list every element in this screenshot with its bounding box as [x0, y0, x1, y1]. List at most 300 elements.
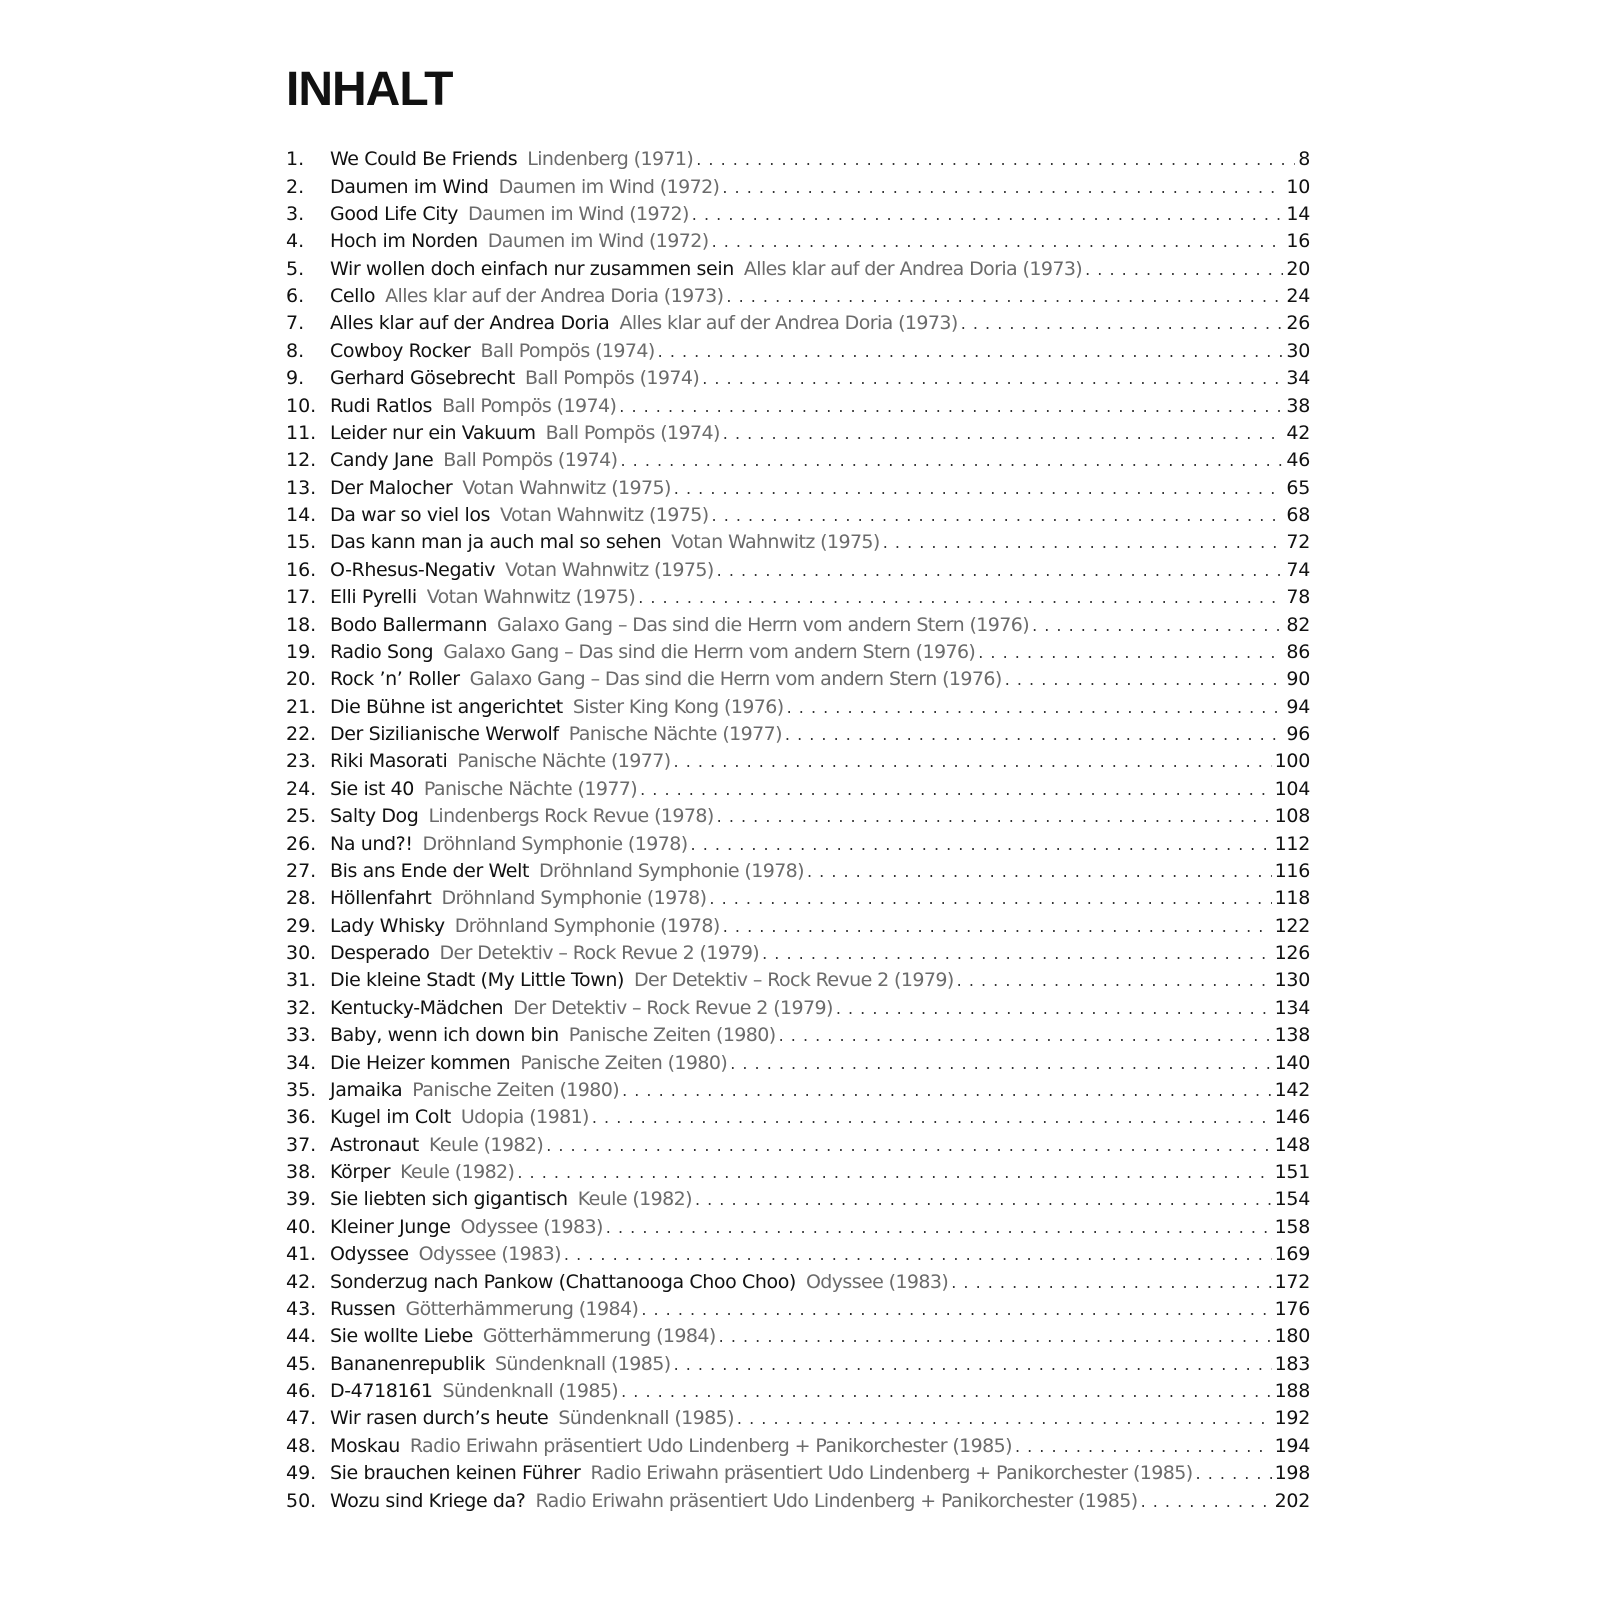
- song-title: Kugel im Colt: [330, 1106, 451, 1129]
- page-number: 116: [1274, 859, 1310, 882]
- song-title: Kentucky-Mädchen: [330, 996, 504, 1019]
- album-title: Alles klar auf der Andrea Doria (1973): [619, 312, 958, 335]
- dot-leader: [620, 447, 1283, 474]
- dot-leader: [726, 283, 1283, 310]
- dot-leader: [762, 940, 1272, 967]
- song-title: Leider nur ein Vakuum: [330, 421, 536, 444]
- entry-number: 7.: [286, 312, 305, 335]
- dot-leader: [674, 475, 1284, 502]
- album-title: Daumen im Wind (1972): [487, 230, 709, 253]
- album-title: Ball Pompös (1974): [442, 394, 617, 417]
- page-number: 172: [1274, 1270, 1310, 1293]
- entry-number: 38.: [286, 1161, 317, 1184]
- toc-entry[interactable]: [286, 1159, 1310, 1186]
- toc-entry[interactable]: [286, 639, 1310, 666]
- album-title: Der Detektiv – Rock Revue 2 (1979): [513, 996, 833, 1019]
- page-number: 8: [1298, 148, 1310, 171]
- page-number: 100: [1274, 750, 1310, 773]
- toc-entry[interactable]: [286, 1378, 1310, 1405]
- dot-leader: [621, 1378, 1272, 1405]
- song-title: Rudi Ratlos: [330, 394, 433, 417]
- song-title: Bis ans Ende der Welt: [330, 859, 530, 882]
- entry-number: 11.: [286, 421, 317, 444]
- toc-entry[interactable]: [286, 420, 1310, 447]
- entry-number: 4.: [286, 230, 305, 253]
- song-title: Daumen im Wind: [330, 175, 489, 198]
- entry-number: 2.: [286, 175, 305, 198]
- dot-leader: [658, 338, 1284, 365]
- toc-entry[interactable]: [286, 1268, 1310, 1295]
- entry-number: 47.: [286, 1407, 317, 1430]
- page-number: 46: [1286, 449, 1310, 472]
- page-number: 10: [1286, 175, 1310, 198]
- entry-number: 12.: [286, 449, 317, 472]
- dot-leader: [787, 694, 1284, 721]
- entry-number: 44.: [286, 1325, 317, 1348]
- album-title: Keule (1982): [400, 1161, 515, 1184]
- song-title: We Could Be Friends: [330, 148, 518, 171]
- song-title: Odyssee: [330, 1243, 409, 1266]
- song-title: Höllenfahrt: [330, 887, 432, 910]
- album-title: Sündenknall (1985): [442, 1380, 619, 1403]
- page-number: 176: [1274, 1297, 1310, 1320]
- song-title: Sie brauchen keinen Führer: [330, 1462, 581, 1485]
- entry-number: 14.: [286, 504, 317, 527]
- album-title: Votan Wahnwitz (1975): [500, 504, 709, 527]
- dot-leader: [546, 1132, 1271, 1159]
- album-title: Sister King Kong (1976): [572, 695, 784, 718]
- song-title: Na und?!: [330, 832, 413, 855]
- toc-entry[interactable]: [286, 584, 1310, 611]
- album-title: Votan Wahnwitz (1975): [505, 558, 714, 581]
- album-title: Ball Pompös (1974): [524, 367, 700, 390]
- toc-entry[interactable]: [286, 228, 1310, 255]
- album-title: Sündenknall (1985): [558, 1407, 734, 1430]
- page-number: 194: [1274, 1434, 1310, 1457]
- album-title: Ball Pompös (1974): [545, 421, 720, 444]
- dot-leader: [719, 1323, 1272, 1350]
- song-title: Gerhard Gösebrecht: [330, 367, 515, 390]
- album-title: Der Detektiv – Rock Revue 2 (1979): [439, 942, 760, 965]
- entry-number: 32.: [286, 996, 317, 1019]
- dot-leader: [674, 1351, 1272, 1378]
- toc-entry[interactable]: [286, 776, 1310, 803]
- page-number: 94: [1286, 695, 1310, 718]
- entry-number: 18.: [286, 613, 317, 636]
- dot-leader: [564, 1241, 1272, 1268]
- dot-leader: [606, 1214, 1272, 1241]
- page-number: 148: [1274, 1133, 1310, 1156]
- entry-number: 25.: [286, 805, 317, 828]
- dot-leader: [723, 913, 1272, 940]
- dot-leader: [836, 995, 1272, 1022]
- entry-number: 45.: [286, 1352, 317, 1375]
- toc-entry[interactable]: [286, 1460, 1310, 1487]
- toc-entry[interactable]: [286, 830, 1310, 857]
- album-title: Keule (1982): [428, 1133, 544, 1156]
- album-title: Dröhnland Symphonie (1978): [539, 859, 804, 882]
- entry-number: 31.: [286, 969, 317, 992]
- page-number: 74: [1286, 558, 1310, 581]
- page-number: 169: [1274, 1243, 1310, 1266]
- album-title: Der Detektiv – Rock Revue 2 (1979): [634, 969, 954, 992]
- album-title: Panische Zeiten (1980): [412, 1078, 620, 1101]
- dot-leader: [883, 529, 1284, 556]
- album-title: Votan Wahnwitz (1975): [671, 531, 880, 554]
- song-title: Cello: [330, 285, 376, 308]
- page-number: 146: [1274, 1106, 1310, 1129]
- dot-leader: [951, 1269, 1271, 1296]
- album-title: Keule (1982): [577, 1188, 692, 1211]
- page-number: 24: [1286, 285, 1310, 308]
- song-title: Bodo Ballermann: [330, 613, 488, 636]
- album-title: Lindenbergs Rock Revue (1978): [428, 805, 714, 828]
- song-title: Wir rasen durch’s heute: [330, 1407, 549, 1430]
- dot-leader: [957, 967, 1272, 994]
- toc-entry[interactable]: [286, 748, 1310, 775]
- dot-leader: [695, 1186, 1272, 1213]
- page-number: 134: [1274, 996, 1310, 1019]
- album-title: Panische Zeiten (1980): [520, 1051, 728, 1074]
- toc-entry[interactable]: [286, 310, 1310, 337]
- entry-number: 41.: [286, 1243, 317, 1266]
- dot-leader: [712, 502, 1284, 529]
- song-title: Wir wollen doch einfach nur zusammen sein: [330, 257, 734, 280]
- song-title: Moskau: [330, 1434, 400, 1457]
- dot-leader: [717, 803, 1272, 830]
- song-title: Rock ’n’ Roller: [330, 668, 460, 691]
- entry-number: 23.: [286, 750, 317, 773]
- toc-entry[interactable]: [286, 1351, 1310, 1378]
- toc-entry[interactable]: [286, 885, 1310, 912]
- album-title: Ball Pompös (1974): [480, 339, 655, 362]
- entry-number: 20.: [286, 668, 317, 691]
- page-number: 126: [1274, 942, 1310, 965]
- dot-leader: [592, 1104, 1272, 1131]
- toc-entry[interactable]: [286, 1186, 1310, 1213]
- toc-entry[interactable]: [286, 392, 1310, 419]
- song-title: Lady Whisky: [330, 914, 445, 937]
- toc-entry[interactable]: [286, 694, 1310, 721]
- entry-number: 3.: [286, 202, 305, 225]
- entry-number: 9.: [286, 367, 305, 390]
- dot-leader: [785, 721, 1284, 748]
- dot-leader: [807, 858, 1272, 885]
- dot-leader: [730, 1050, 1271, 1077]
- page-number: 122: [1274, 914, 1310, 937]
- page-number: 38: [1286, 394, 1310, 417]
- page-number: 183: [1274, 1352, 1310, 1375]
- song-title: Die Heizer kommen: [330, 1051, 511, 1074]
- dot-leader: [978, 639, 1283, 666]
- song-title: Desperado: [330, 942, 430, 965]
- song-title: Körper: [330, 1161, 391, 1184]
- album-title: Odyssee (1983): [418, 1243, 561, 1266]
- page-number: 151: [1274, 1161, 1310, 1184]
- toc-entry[interactable]: [286, 913, 1310, 940]
- song-title: Der Malocher: [330, 476, 453, 499]
- toc-entry[interactable]: [286, 1077, 1310, 1104]
- dot-leader: [691, 831, 1272, 858]
- toc-entry[interactable]: [286, 502, 1310, 529]
- page-number: 198: [1274, 1462, 1310, 1485]
- album-title: Daumen im Wind (1972): [468, 202, 689, 225]
- page-number: 68: [1286, 504, 1310, 527]
- toc-entry[interactable]: [286, 201, 1310, 228]
- dot-leader: [779, 1022, 1272, 1049]
- dot-leader: [1015, 1433, 1272, 1460]
- album-title: Panische Nächte (1977): [423, 777, 638, 800]
- song-title: Good Life City: [330, 202, 458, 225]
- song-title: Kleiner Junge: [330, 1215, 451, 1238]
- song-title: Die kleine Stadt (My Little Town): [330, 969, 625, 992]
- toc-entry[interactable]: [286, 365, 1310, 392]
- page-number: 78: [1286, 586, 1310, 609]
- page-number: 142: [1274, 1078, 1310, 1101]
- album-title: Alles klar auf der Andrea Doria (1973): [385, 285, 724, 308]
- album-title: Radio Eriwahn präsentiert Udo Lindenberg + Panikorchester (1985): [535, 1489, 1138, 1512]
- song-title: Russen: [330, 1297, 396, 1320]
- page-number: 154: [1274, 1188, 1310, 1211]
- song-title: Alles klar auf der Andrea Doria: [330, 312, 610, 335]
- album-title: Panische Nächte (1977): [457, 750, 671, 773]
- song-title: Baby, wenn ich down bin: [330, 1024, 559, 1047]
- toc-entry[interactable]: [286, 666, 1310, 693]
- entry-number: 15.: [286, 531, 317, 554]
- dot-leader: [737, 1405, 1272, 1432]
- album-title: Odyssee (1983): [460, 1215, 603, 1238]
- album-title: Panische Zeiten (1980): [568, 1024, 776, 1047]
- page-number: 138: [1274, 1024, 1310, 1047]
- song-title: Sie liebten sich gigantisch: [330, 1188, 568, 1211]
- toc-entry[interactable]: [286, 338, 1310, 365]
- toc-entry[interactable]: [286, 1241, 1310, 1268]
- page-number: 65: [1286, 476, 1310, 499]
- toc-entry[interactable]: [286, 1214, 1310, 1241]
- album-title: Lindenberg (1971): [527, 148, 694, 171]
- song-title: Die Bühne ist angerichtet: [330, 695, 563, 718]
- song-title: Cowboy Rocker: [330, 339, 471, 362]
- page-number: 118: [1274, 887, 1310, 910]
- album-title: Udopia (1981): [460, 1106, 589, 1129]
- toc-entry[interactable]: [286, 1049, 1310, 1076]
- entry-number: 22.: [286, 723, 317, 746]
- album-title: Panische Nächte (1977): [568, 723, 782, 746]
- page-number: 34: [1286, 367, 1310, 390]
- entry-number: 50.: [286, 1489, 317, 1512]
- album-title: Odyssee (1983): [805, 1270, 949, 1293]
- dot-leader: [722, 174, 1283, 201]
- song-title: D-4718161: [330, 1380, 433, 1403]
- page-number: 104: [1274, 777, 1310, 800]
- song-title: Da war so viel los: [330, 504, 491, 527]
- page-number: 82: [1286, 613, 1310, 636]
- page-number: 130: [1274, 969, 1310, 992]
- dot-leader: [712, 228, 1284, 255]
- dot-leader: [517, 1159, 1271, 1186]
- dot-leader: [961, 310, 1284, 337]
- album-title: Galaxo Gang – Das sind die Herrn vom andern Stern (1976): [469, 668, 1002, 691]
- entry-number: 27.: [286, 859, 317, 882]
- album-title: Galaxo Gang – Das sind die Herrn vom andern Stern (1976): [497, 613, 1030, 636]
- page-title: INHALT: [286, 63, 453, 116]
- song-title: Radio Song: [330, 640, 434, 663]
- album-title: Votan Wahnwitz (1975): [426, 586, 636, 609]
- song-title: Salty Dog: [330, 805, 419, 828]
- song-title: Astronaut: [330, 1133, 419, 1156]
- page-number: 180: [1274, 1325, 1310, 1348]
- toc-entry[interactable]: [286, 995, 1310, 1022]
- page-number: 158: [1274, 1215, 1310, 1238]
- song-title: Hoch im Norden: [330, 230, 478, 253]
- entry-number: 28.: [286, 887, 317, 910]
- toc-entry[interactable]: [286, 447, 1310, 474]
- song-title: Bananenrepublik: [330, 1352, 485, 1375]
- song-title: Das kann man ja auch mal so sehen: [330, 531, 662, 554]
- page-number: 140: [1274, 1051, 1310, 1074]
- entry-number: 39.: [286, 1188, 317, 1211]
- dot-leader: [1032, 612, 1283, 639]
- dot-leader: [1005, 666, 1284, 693]
- entry-number: 43.: [286, 1297, 317, 1320]
- album-title: Alles klar auf der Andrea Doria (1973): [743, 257, 1083, 280]
- album-title: Daumen im Wind (1972): [498, 175, 720, 198]
- toc-entry[interactable]: [286, 803, 1310, 830]
- song-title: Sie ist 40: [330, 777, 414, 800]
- toc-entry[interactable]: [286, 1323, 1310, 1350]
- song-title: Riki Masorati: [330, 750, 448, 773]
- page-number: 72: [1286, 531, 1310, 554]
- album-title: Radio Eriwahn präsentiert Udo Lindenberg + Panikorchester (1985): [409, 1434, 1012, 1457]
- toc-entry[interactable]: [286, 721, 1310, 748]
- dot-leader: [674, 748, 1272, 775]
- song-title: Jamaika: [330, 1078, 403, 1101]
- page-number: 30: [1286, 339, 1310, 362]
- page-number: 26: [1286, 312, 1310, 335]
- toc-entry[interactable]: [286, 146, 1310, 173]
- album-title: Votan Wahnwitz (1975): [462, 476, 671, 499]
- dot-leader: [1141, 1488, 1272, 1515]
- album-title: Radio Eriwahn präsentiert Udo Lindenberg + Panikorchester (1985): [590, 1462, 1193, 1485]
- album-title: Dröhnland Symphonie (1978): [441, 887, 707, 910]
- entry-number: 34.: [286, 1051, 317, 1074]
- toc-entry[interactable]: [286, 1296, 1310, 1323]
- song-title: Der Sizilianische Werwolf: [330, 723, 559, 746]
- album-title: Götterhämmerung (1984): [482, 1325, 716, 1348]
- song-title: Sie wollte Liebe: [330, 1325, 473, 1348]
- entry-number: 16.: [286, 558, 317, 581]
- toc-entry[interactable]: [286, 1132, 1310, 1159]
- toc-entry[interactable]: [286, 858, 1310, 885]
- entry-number: 19.: [286, 640, 317, 663]
- toc-list: [286, 146, 1310, 1515]
- entry-number: 21.: [286, 695, 317, 718]
- toc-entry[interactable]: [286, 256, 1310, 283]
- dot-leader: [640, 776, 1272, 803]
- page-number: 112: [1274, 832, 1310, 855]
- toc-entry[interactable]: [286, 967, 1310, 994]
- entry-number: 1.: [286, 148, 305, 171]
- toc-entry[interactable]: [286, 611, 1310, 638]
- toc-entry[interactable]: [286, 1433, 1310, 1460]
- dot-leader: [622, 1077, 1272, 1104]
- toc-entry[interactable]: [286, 283, 1310, 310]
- entry-number: 17.: [286, 586, 317, 609]
- entry-number: 42.: [286, 1270, 317, 1293]
- page-number: 14: [1286, 202, 1310, 225]
- toc-entry[interactable]: [286, 940, 1310, 967]
- dot-leader: [709, 885, 1271, 912]
- entry-number: 30.: [286, 942, 317, 965]
- page-number: 202: [1274, 1489, 1310, 1512]
- dot-leader: [702, 365, 1283, 392]
- album-title: Sündenknall (1985): [494, 1352, 671, 1375]
- page-number: 42: [1286, 421, 1310, 444]
- entry-number: 46.: [286, 1380, 317, 1403]
- toc-entry[interactable]: [286, 173, 1310, 200]
- page-number: 16: [1286, 230, 1310, 253]
- toc-entry[interactable]: [286, 1022, 1310, 1049]
- entry-number: 35.: [286, 1078, 317, 1101]
- album-title: Ball Pompös (1974): [443, 449, 618, 472]
- album-title: Götterhämmerung (1984): [405, 1297, 639, 1320]
- entry-number: 8.: [286, 339, 305, 362]
- toc-entry[interactable]: [286, 1487, 1310, 1514]
- page-number: 188: [1274, 1380, 1310, 1403]
- song-title: Wozu sind Kriege da?: [330, 1489, 526, 1512]
- album-title: Galaxo Gang – Das sind die Herrn vom andern Stern (1976): [443, 640, 976, 663]
- entry-number: 48.: [286, 1434, 317, 1457]
- entry-number: 6.: [286, 285, 305, 308]
- album-title: Dröhnland Symphonie (1978): [454, 914, 720, 937]
- entry-number: 33.: [286, 1024, 317, 1047]
- album-title: Dröhnland Symphonie (1978): [422, 832, 688, 855]
- entry-number: 36.: [286, 1106, 317, 1129]
- song-title: Candy Jane: [330, 449, 434, 472]
- toc-entry[interactable]: [286, 1104, 1310, 1131]
- toc-entry[interactable]: [286, 529, 1310, 556]
- page-number: 20: [1286, 257, 1310, 280]
- entry-number: 13.: [286, 476, 317, 499]
- page-number: 192: [1274, 1407, 1310, 1430]
- entry-number: 49.: [286, 1462, 317, 1485]
- toc-entry[interactable]: [286, 475, 1310, 502]
- dot-leader: [717, 557, 1284, 584]
- entry-number: 37.: [286, 1133, 317, 1156]
- dot-leader: [619, 393, 1283, 420]
- dot-leader: [692, 201, 1284, 228]
- entry-number: 40.: [286, 1215, 317, 1238]
- entry-number: 24.: [286, 777, 317, 800]
- page-number: 86: [1286, 640, 1310, 663]
- song-title: Sonderzug nach Pankow (Chattanooga Choo Choo): [330, 1270, 796, 1293]
- toc-entry[interactable]: [286, 557, 1310, 584]
- song-title: O-Rhesus-Negativ: [330, 558, 496, 581]
- dot-leader: [696, 146, 1295, 173]
- song-title: Elli Pyrelli: [330, 586, 417, 609]
- entry-number: 5.: [286, 257, 305, 280]
- dot-leader: [723, 420, 1284, 447]
- toc-entry[interactable]: [286, 1405, 1310, 1432]
- dot-leader: [641, 1296, 1271, 1323]
- dot-leader: [638, 584, 1283, 611]
- entry-number: 26.: [286, 832, 317, 855]
- page-number: 90: [1286, 668, 1310, 691]
- toc-page: [286, 0, 1310, 1600]
- entry-number: 10.: [286, 394, 317, 417]
- page-number: 96: [1286, 723, 1310, 746]
- dot-leader: [1196, 1460, 1272, 1487]
